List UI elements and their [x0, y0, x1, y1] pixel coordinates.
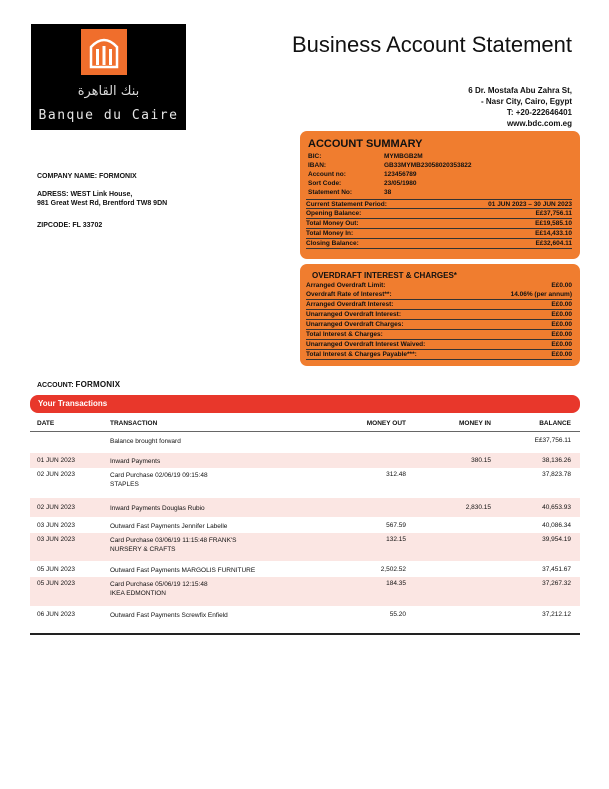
total-interest-value: E£0.00: [551, 331, 572, 338]
header-date: DATE: [37, 420, 55, 427]
overdraft-heading: OVERDRAFT INTEREST & CHARGES*: [312, 271, 457, 280]
row-description: Outward Fast Payments Screwfix Enfield: [110, 612, 228, 619]
table-row: [30, 517, 580, 533]
row-balance: 38,136.26: [542, 457, 571, 464]
account-no-value: 123456789: [384, 171, 417, 178]
row-balance: 37,451.67: [542, 566, 571, 573]
header-balance: BALANCE: [539, 420, 571, 427]
row-date: 03 JUN 2023: [37, 522, 75, 529]
account-name: FORMONIX: [75, 380, 121, 389]
table-row: [30, 577, 580, 606]
row-balance: 37,267.32: [542, 580, 571, 587]
bic-value: MYMBGB2M: [384, 153, 423, 160]
row-date: 05 JUN 2023: [37, 580, 75, 587]
table-row: [30, 453, 580, 468]
closing-balance-row: [306, 239, 572, 249]
row-description: Inward Payments: [110, 458, 161, 465]
row-balance: E£37,756.11: [534, 437, 571, 444]
logo-arabic-text: بنك القاهرة: [77, 84, 140, 99]
iban-value: GB33MYMB23058020353822: [384, 162, 472, 169]
total-interest-row: [306, 330, 572, 340]
row-money-out: 567.59: [386, 522, 406, 529]
row-description: Card Purchase 03/06/19 11:15:48 FRANK'S: [110, 537, 237, 544]
row-money-out: 312.48: [386, 471, 406, 478]
total-money-in-value: E£14,433.10: [535, 230, 572, 237]
statement-no-value: 38: [384, 189, 392, 196]
overdraft-rate-value: 14.06% (per annum): [510, 291, 572, 298]
row-date: 02 JUN 2023: [37, 504, 75, 511]
statement-period-row: [306, 199, 572, 209]
company-zipcode: ZIPCODE: FL 33702: [37, 222, 103, 229]
row-balance: 37,823.78: [542, 471, 571, 478]
row-description-line-2: STAPLES: [110, 481, 139, 488]
account-no-label: Account no:: [308, 171, 346, 178]
total-money-in-row: [306, 229, 572, 239]
row-description: Outward Fast Payments Jennifer Labelle: [110, 523, 228, 530]
total-interest-label: Total Interest & Charges:: [306, 331, 383, 338]
total-money-out-row: [306, 219, 572, 229]
overdraft-rate-row: [306, 290, 572, 300]
iban-label: IBAN:: [308, 162, 327, 169]
row-description: Balance brought forward: [110, 438, 181, 445]
bank-emblem-icon: [81, 29, 127, 75]
row-date: 02 JUN 2023: [37, 471, 75, 478]
closing-balance-label: Closing Balance:: [306, 240, 359, 247]
account-summary-heading: ACCOUNT SUMMARY: [308, 138, 423, 150]
header-money-in: MONEY IN: [458, 420, 491, 427]
table-row: [30, 498, 580, 517]
opening-balance-value: E£37,756.11: [535, 210, 572, 217]
arranged-interest-value: E£0.00: [551, 301, 572, 308]
overdraft-box: [300, 264, 580, 366]
row-balance: 37,212.12: [542, 611, 571, 618]
bank-address-line-2: - Nasr City, Cairo, Egypt: [481, 97, 572, 106]
row-description-line-2: IKEA EDMONTION: [110, 590, 166, 597]
row-date: 05 JUN 2023: [37, 566, 75, 573]
closing-balance-value: E£32,604.11: [535, 240, 572, 247]
arranged-interest-row: [306, 300, 572, 310]
unarranged-charges-value: E£0.00: [551, 321, 572, 328]
sort-code-value: 23/05/1980: [384, 180, 417, 187]
bank-phone: T: +20-222646401: [506, 108, 572, 117]
table-bottom-rule: [30, 633, 580, 635]
opening-balance-label: Opening Balance:: [306, 210, 362, 217]
row-money-in: 380.15: [471, 457, 491, 464]
table-row: [30, 606, 580, 628]
row-date: 01 JUN 2023: [37, 457, 75, 464]
transactions-section-bar: Your Transactions: [30, 395, 580, 413]
row-money-out: 184.35: [386, 580, 406, 587]
bank-address-line-1: 6 Dr. Mostafa Abu Zahra St,: [468, 86, 572, 95]
total-money-out-label: Total Money Out:: [306, 220, 359, 227]
bic-label: BIC:: [308, 153, 322, 160]
row-money-out: 132.15: [386, 536, 406, 543]
sort-code-label: Sort Code:: [308, 180, 342, 187]
account-label: ACCOUNT:: [37, 382, 74, 389]
company-name: COMPANY NAME: FORMONIX: [37, 173, 137, 180]
table-row: [30, 561, 580, 577]
row-description: Inward Payments Douglas Rubio: [110, 505, 205, 512]
statement-period-label: Current Statement Period:: [306, 201, 387, 208]
opening-balance-row: [306, 209, 572, 219]
bank-logo: [31, 24, 186, 130]
account-summary-box: [300, 131, 580, 259]
account-line: [37, 380, 120, 389]
table-row: [30, 468, 580, 498]
total-money-in-label: Total Money In:: [306, 230, 354, 237]
unarranged-charges-row: [306, 320, 572, 330]
logo-latin-text: Banque du Caire: [38, 108, 179, 123]
total-payable-value: E£0.00: [551, 351, 572, 358]
arranged-interest-label: Arranged Overdraft Interest:: [306, 301, 394, 308]
bank-website[interactable]: www.bdc.com.eg: [506, 119, 572, 128]
row-date: 03 JUN 2023: [37, 536, 75, 543]
statement-period-value: 01 JUN 2023 – 30 JUN 2023: [488, 201, 572, 208]
row-balance: 40,653.93: [542, 504, 571, 511]
header-money-out: MONEY OUT: [366, 420, 406, 427]
total-payable-row: [306, 350, 572, 360]
row-balance: 40,086.34: [542, 522, 571, 529]
row-description: Card Purchase 05/06/19 12:15:48: [110, 581, 208, 588]
row-money-in: 2,830.15: [465, 504, 491, 511]
unarranged-interest-label: Unarranged Overdraft Interest:: [306, 311, 401, 318]
row-money-out: 2,502.52: [380, 566, 406, 573]
row-description: Outward Fast Payments MARGOLIS FURNITURE: [110, 567, 256, 574]
interest-waived-row: [306, 340, 572, 350]
header-divider: [30, 431, 580, 432]
total-money-out-value: E£19,585.10: [535, 220, 572, 227]
unarranged-interest-row: [306, 310, 572, 320]
table-row: [30, 437, 580, 449]
statement-no-label: Statement No:: [308, 189, 353, 196]
unarranged-charges-label: Unarranged Overdraft Charges:: [306, 321, 404, 328]
row-description: Card Purchase 02/06/19 09:15:48: [110, 472, 208, 479]
overdraft-rate-label: Overdraft Rate of Interest**:: [306, 291, 392, 298]
table-row: [30, 533, 580, 561]
interest-waived-label: Unarranged Overdraft Interest Waived:: [306, 341, 426, 348]
total-payable-label: Total Interest & Charges Payable***:: [306, 351, 417, 358]
arranged-limit-label: Arranged Overdraft Limit:: [306, 282, 386, 289]
row-description-line-2: NURSERY & CRAFTS: [110, 546, 176, 553]
company-address-line-1: ADRESS: WEST Link House,: [37, 191, 133, 198]
row-balance: 39,954.19: [542, 536, 571, 543]
header-transaction: TRANSACTION: [110, 420, 158, 427]
interest-waived-value: E£0.00: [551, 341, 572, 348]
arranged-limit-value: E£0.00: [551, 282, 572, 289]
row-money-out: 55.20: [389, 611, 406, 618]
statement-title: Business Account Statement: [291, 32, 572, 57]
unarranged-interest-value: E£0.00: [551, 311, 572, 318]
row-date: 06 JUN 2023: [37, 611, 75, 618]
company-address-line-2: 981 Great West Rd, Brentford TW8 9DN: [37, 200, 168, 207]
